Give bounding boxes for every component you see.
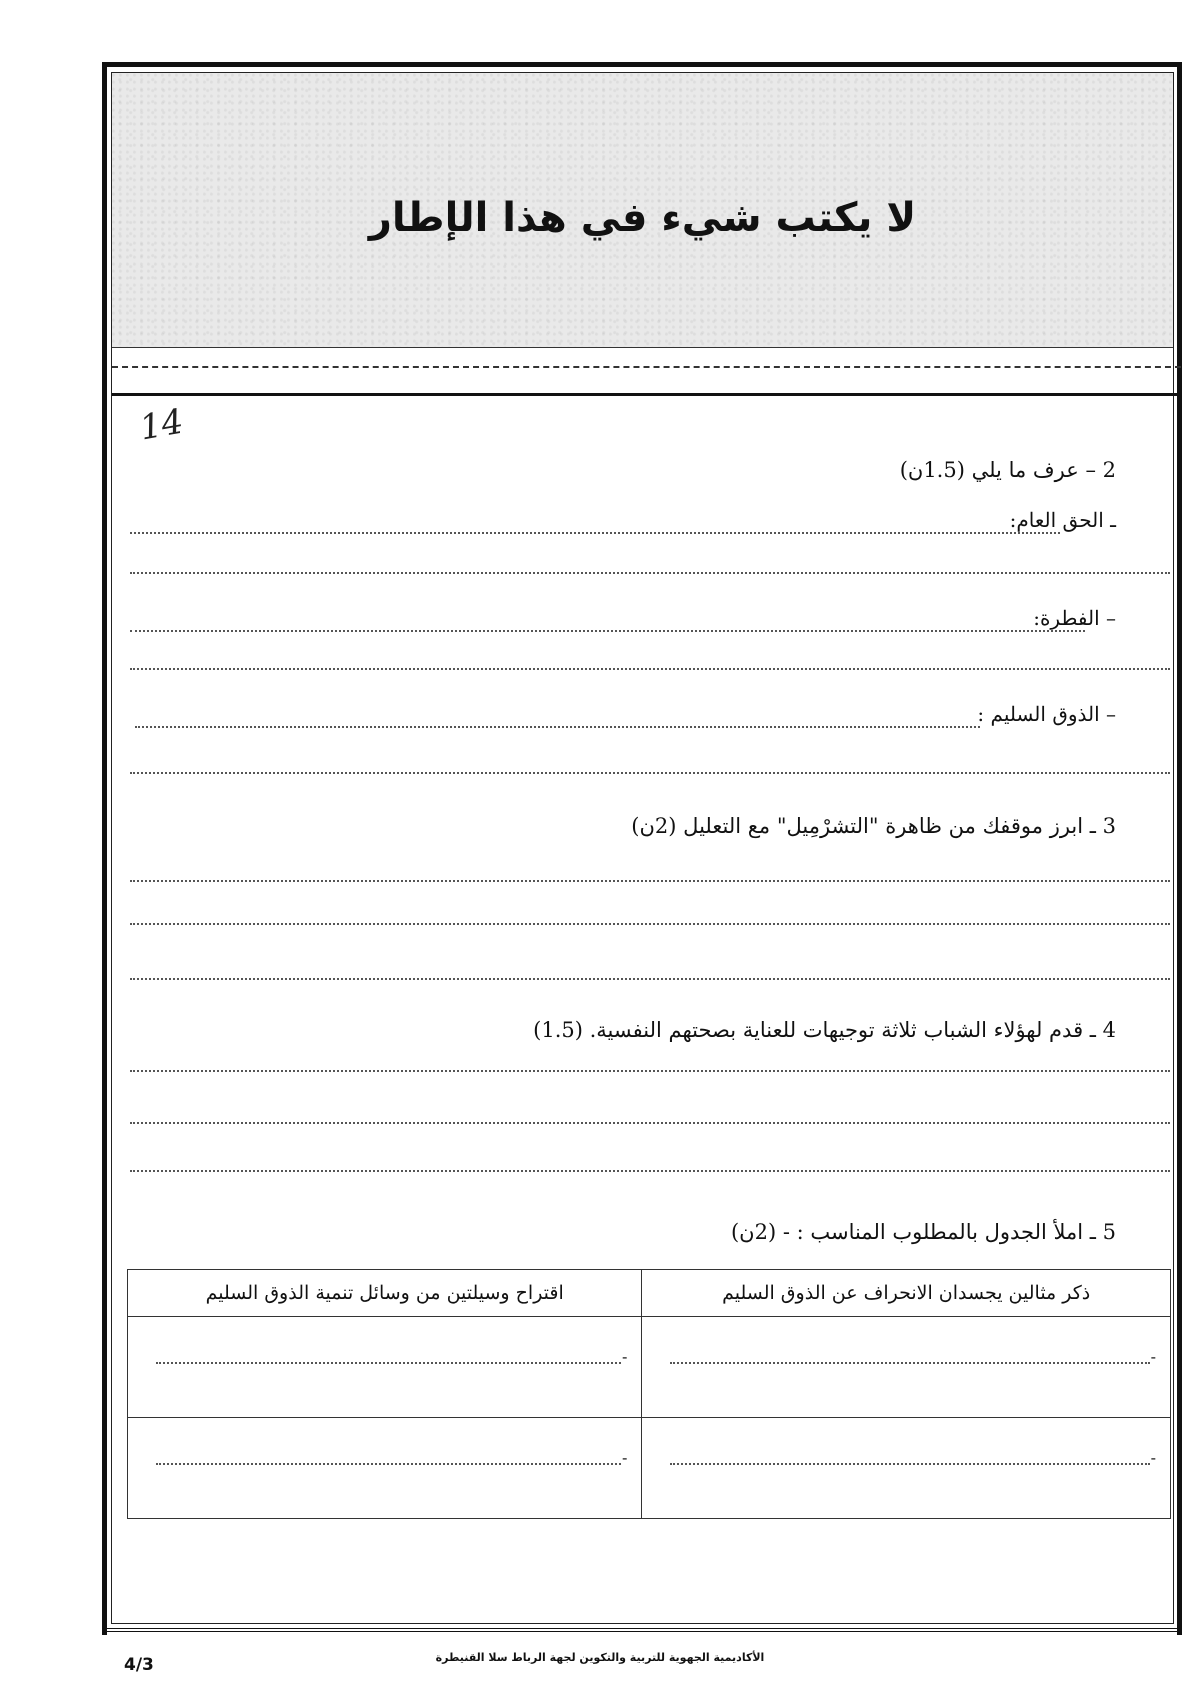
question-2-item-fitra: – الفطرة: xyxy=(1033,606,1116,630)
answer-cell[interactable] xyxy=(128,1418,642,1519)
bottom-border xyxy=(102,1628,1182,1632)
answer-cell[interactable] xyxy=(642,1418,1171,1519)
cell-answer-line[interactable] xyxy=(670,1463,1150,1465)
cell-marker: - xyxy=(621,1347,628,1366)
footer-institution: الأكاديمية الجهوية للتربية والتكوين لجهة الرباط سلا القنيطرة xyxy=(435,1651,765,1664)
question-2-item-public-right: ـ الحق العام: xyxy=(1009,508,1116,532)
answer-line[interactable] xyxy=(130,668,1170,670)
cell-answer-line[interactable] xyxy=(156,1463,621,1465)
question-5-title: 5 ـ املأ الجدول بالمطلوب المناسب : - (2ن) xyxy=(730,1220,1116,1244)
answer-line[interactable] xyxy=(130,630,1085,632)
answer-table xyxy=(127,1269,1171,1519)
page-number: 4/3 xyxy=(124,1655,154,1675)
cut-line xyxy=(112,366,1181,368)
question-2-title: 2 – عرف ما يلي (1.5ن) xyxy=(899,458,1116,482)
answer-line[interactable] xyxy=(135,726,980,728)
separator-line xyxy=(112,393,1181,396)
question-3-title: 3 ـ ابرز موقفك من ظاهرة "التشرْمِيل" مع التعليل (2ن) xyxy=(631,814,1116,838)
answer-line[interactable] xyxy=(130,532,1060,534)
grader-initials: 14 xyxy=(136,401,187,449)
answer-line[interactable] xyxy=(130,1070,1170,1072)
answer-line[interactable] xyxy=(130,1170,1170,1172)
answer-line[interactable] xyxy=(130,1122,1170,1124)
answer-cell[interactable] xyxy=(128,1317,642,1418)
table-header-development-means: اقتراح وسيلتين من وسائل تنمية الذوق السليم xyxy=(128,1270,642,1317)
answer-cell[interactable] xyxy=(642,1317,1171,1418)
cell-marker: - xyxy=(1150,1448,1156,1467)
question-4-title: 4 ـ قدم لهؤلاء الشباب ثلاثة توجيهات للعناية بصحتهم النفسية. (1.5) xyxy=(533,1018,1116,1042)
answer-line[interactable] xyxy=(130,923,1170,925)
answer-line[interactable] xyxy=(130,880,1170,882)
cell-marker: - xyxy=(1150,1347,1156,1366)
answer-line[interactable] xyxy=(130,572,1170,574)
cell-answer-line[interactable] xyxy=(670,1362,1150,1364)
question-2-item-good-taste: – الذوق السليم : xyxy=(977,702,1116,726)
table-header-deviation-examples: ذكر مثالين يجسدان الانحراف عن الذوق السليم xyxy=(642,1270,1171,1317)
cell-marker: - xyxy=(621,1448,628,1467)
cell-answer-line[interactable] xyxy=(156,1362,621,1364)
answer-line[interactable] xyxy=(130,978,1170,980)
answer-line[interactable] xyxy=(130,772,1170,774)
do-not-write-notice: لا يكتب شيء في هذا الإطار xyxy=(368,195,917,241)
